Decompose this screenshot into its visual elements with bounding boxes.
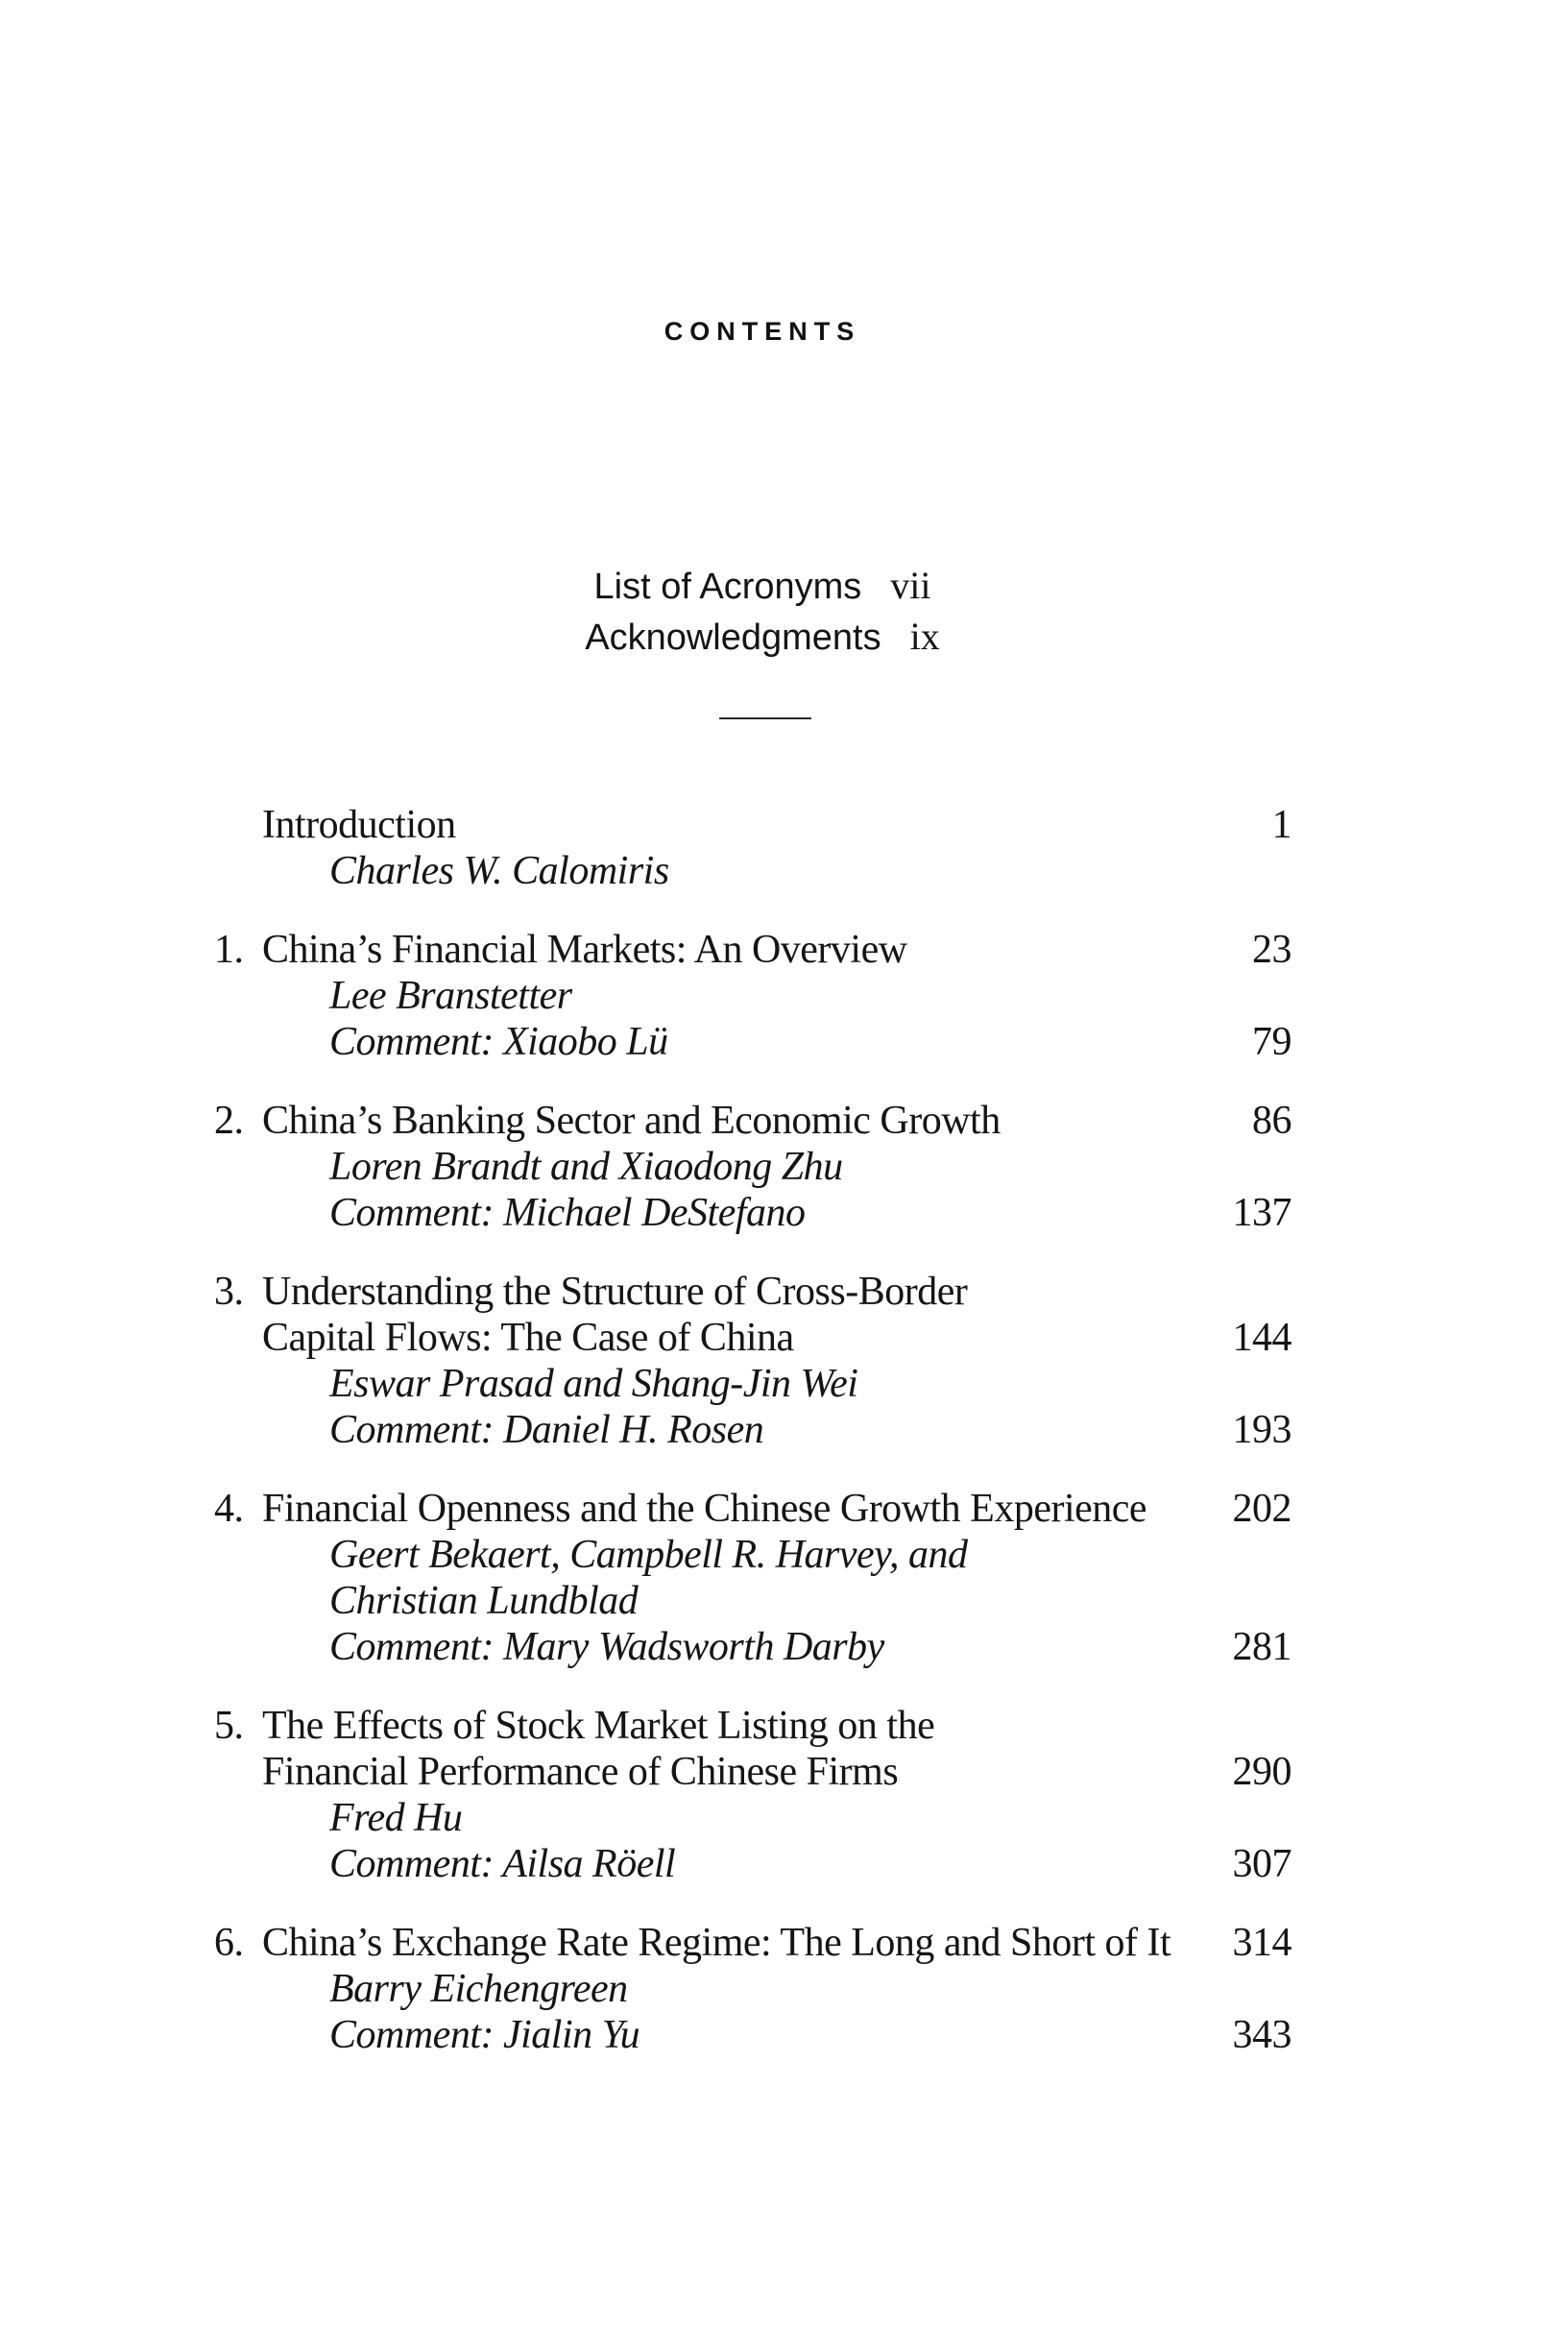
entry-author-line-2: Christian Lundblad	[329, 1579, 639, 1623]
comment-page-number: 343	[1232, 2013, 1291, 2057]
entry-page-number: 290	[1232, 1750, 1291, 1794]
comment-page-number: 137	[1232, 1191, 1291, 1235]
entry-page-number: 23	[1252, 928, 1291, 972]
entry-author: Barry Eichengreen	[329, 1967, 628, 2011]
entry-author-row	[214, 1361, 1291, 1407]
entry-comment: Comment: Jialin Yu	[329, 2013, 640, 2057]
entry-author: Eswar Prasad and Shang-Jin Wei	[329, 1362, 858, 1406]
entry-comment-row	[214, 1190, 1291, 1236]
toc-entry-4	[214, 1486, 1291, 1670]
entry-title: Introduction	[262, 803, 456, 847]
entry-page-number: 202	[1232, 1487, 1291, 1531]
entry-author-row	[214, 848, 1291, 894]
entry-comment: Comment: Daniel H. Rosen	[329, 1408, 764, 1452]
entry-comment-row	[214, 1624, 1291, 1670]
entry-author-line-1: Geert Bekaert, Campbell R. Harvey, and	[329, 1533, 968, 1577]
entry-comment: Comment: Michael DeStefano	[329, 1191, 806, 1235]
toc-entry-5	[214, 1703, 1291, 1887]
entry-comment-row	[214, 1019, 1291, 1065]
entry-author-row	[214, 1966, 1291, 2012]
comment-page-number: 193	[1232, 1408, 1291, 1452]
entry-title-row	[214, 802, 1291, 848]
entry-title: China’s Exchange Rate Regime: The Long and Short of It	[262, 1921, 1171, 1965]
table-of-contents	[214, 802, 1291, 2058]
entry-number: 1.	[214, 928, 244, 972]
toc-entry-2	[214, 1098, 1291, 1236]
entry-comment: Comment: Mary Wadsworth Darby	[329, 1625, 884, 1669]
entry-title: Financial Openness and the Chinese Growth Experience	[262, 1487, 1147, 1531]
entry-title-line-1: The Effects of Stock Market Listing on the	[262, 1704, 935, 1748]
toc-entry-introduction	[214, 802, 1291, 894]
entry-title-row	[214, 927, 1291, 973]
entry-comment-row	[214, 2012, 1291, 2058]
entry-page-number: 144	[1232, 1316, 1291, 1360]
comment-page-number: 281	[1232, 1625, 1291, 1669]
entry-number: 5.	[214, 1704, 244, 1748]
entry-page-number: 1	[1271, 803, 1291, 847]
entry-comment-row	[214, 1407, 1291, 1453]
entry-title-row	[214, 1486, 1291, 1532]
front-matter-page-number: ix	[909, 615, 940, 658]
entry-author: Fred Hu	[329, 1796, 463, 1840]
entry-title-line-2: Capital Flows: The Case of China	[262, 1316, 794, 1360]
entry-title-row	[214, 1920, 1291, 1966]
page-title: CONTENTS	[663, 317, 861, 346]
entry-author-row	[214, 1144, 1291, 1190]
toc-entry-6	[214, 1920, 1291, 2058]
section-divider-rule	[719, 717, 811, 719]
entry-page-number: 86	[1252, 1099, 1291, 1143]
entry-author: Charles W. Calomiris	[329, 849, 669, 893]
front-matter	[0, 561, 1525, 663]
front-matter-label: Acknowledgments	[585, 618, 881, 658]
toc-entry-3	[214, 1269, 1291, 1453]
front-matter-item	[0, 561, 1525, 612]
entry-title-row	[214, 1098, 1291, 1144]
entry-title-line-1: Understanding the Structure of Cross-Border	[262, 1270, 968, 1314]
entry-title-line-2: Financial Performance of Chinese Firms	[262, 1750, 899, 1794]
comment-page-number: 307	[1232, 1842, 1291, 1886]
comment-page-number: 79	[1252, 1020, 1291, 1064]
entry-title-row	[214, 1703, 1291, 1795]
entry-comment-row	[214, 1841, 1291, 1887]
entry-number: 3.	[214, 1270, 244, 1314]
entry-author: Lee Branstetter	[329, 974, 572, 1018]
entry-number: 2.	[214, 1099, 244, 1143]
entry-comment: Comment: Xiaobo Lü	[329, 1020, 668, 1064]
entry-author-row	[214, 973, 1291, 1019]
toc-entry-1	[214, 927, 1291, 1065]
entry-number: 4.	[214, 1487, 244, 1531]
entry-author-row	[214, 1578, 1291, 1624]
entry-title: China’s Financial Markets: An Overview	[262, 928, 907, 972]
entry-title-row	[214, 1269, 1291, 1361]
entry-page-number: 314	[1232, 1921, 1291, 1965]
entry-author-row	[214, 1795, 1291, 1841]
entry-number: 6.	[214, 1921, 244, 1965]
front-matter-label: List of Acronyms	[593, 567, 862, 607]
entry-author: Loren Brandt and Xiaodong Zhu	[329, 1145, 843, 1189]
front-matter-page-number: vii	[890, 564, 931, 607]
entry-author-row	[214, 1532, 1291, 1578]
entry-comment: Comment: Ailsa Röell	[329, 1842, 676, 1886]
entry-title: China’s Banking Sector and Economic Growth	[262, 1099, 1001, 1143]
front-matter-item	[0, 612, 1525, 663]
